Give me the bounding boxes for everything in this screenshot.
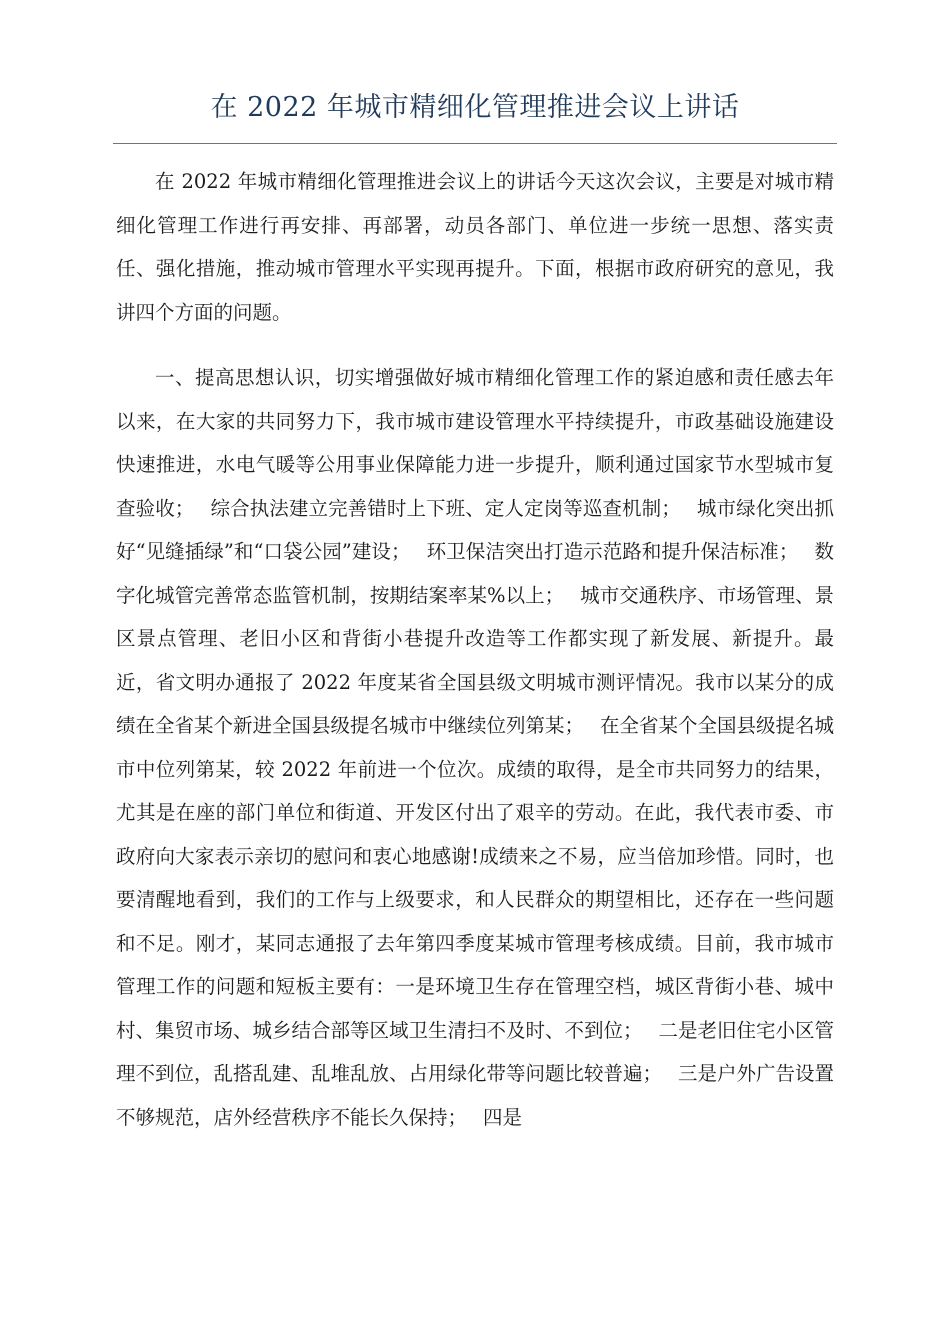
paragraph-intro: 在 2022 年城市精细化管理推进会议上的讲话今天这次会议，主要是对城市精细化管理工作进行再安排、再部署，动员各部门、单位进一步统一思想、落实责任、强化措施，推动城市管理水平实现再提升。下面，根据市政府研究的意见，我讲四个方面的问题。 bbox=[116, 170, 834, 324]
title-divider bbox=[113, 143, 837, 144]
paragraph-section-one: 一、提高思想认识，切实增强做好城市精细化管理工作的紧迫感和责任感去年以来，在大家的共同努力下，我市城市建设管理水平持续提升，市政基础设施建设快速推进，水电气暖等公用事业保障能力进一步提升，顺利通过国家节水型城市复查验收； 综合执法建立完善错时上下班、定人定岗等巡查机制； 城市绿化突出抓好“见缝插绿”和“口袋公园”建设； 环卫保洁突出打造示范路和提升保洁标准； 数字化城管完善常态监管机制，按期结案率某%以上； 城市交通秩序、市场管理、景区景点管理、老旧小区和背街小巷提升改造等工作都实现了新发展、新提升。最近，省文明办通报了 2022 年度某省全国县级文明城市测评情况。我市以某分的成绩在全省某个新进全国县级提名城市中继续位列第某； 在全省某个全国县级提名城市中位列第某，较 2022 年前进一个位次。成绩的取得，是全市共同努力的结果，尤其是在座的部门单位和街道、开发区付出了艰辛的劳动。在此，我代表市委、市政府向大家表示亲切的慰问和衷心地感谢!成绩来之不易，应当倍加珍惜。同时，也要清醒地看到，我们的工作与上级要求，和人民群众的期望相比，还存在一些问题和不足。刚才，某同志通报了去年第四季度某城市管理考核成绩。目前，我市城市管理工作的问题和短板主要有：一是环境卫生存在管理空档，城区背街小巷、城中村、集贸市场、城乡结合部等区域卫生清扫不及时、不到位； 二是老旧住宅小区管理不到位，乱搭乱建、乱堆乱放、占用绿化带等问题比较普遍； 三是户外广告设置不够规范，店外经营秩序不能长久保持； 四是 bbox=[116, 366, 834, 1129]
document-body bbox=[116, 160, 834, 1139]
page-title: 在 2022 年城市精细化管理推进会议上讲话 bbox=[210, 92, 740, 123]
